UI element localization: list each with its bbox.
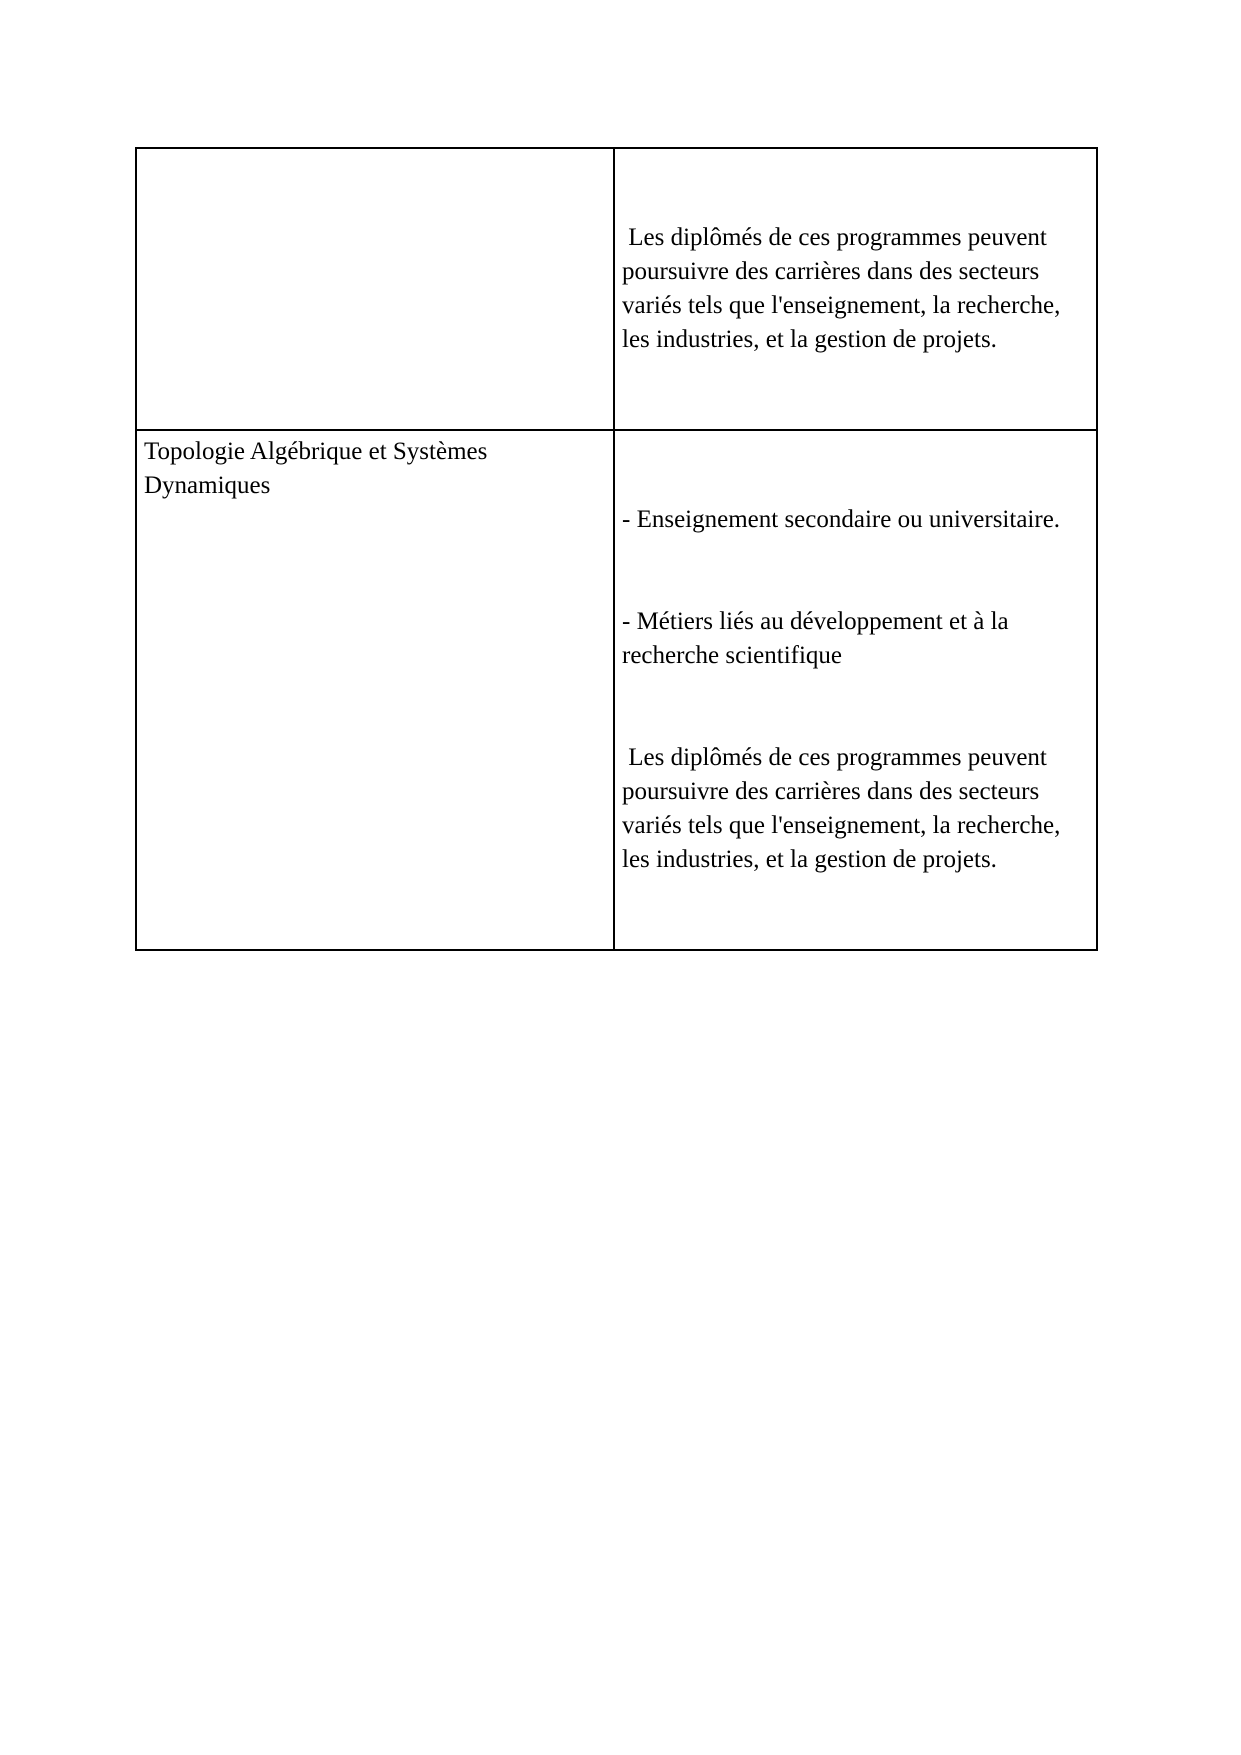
table-row: [136, 430, 1097, 950]
cell-program-name: Topologie Algébrique et Systèmes Dynamiques: [136, 430, 614, 950]
table-row: [136, 148, 1097, 430]
cell-program-name-empty: [136, 148, 614, 430]
programs-careers-table: [135, 147, 1098, 951]
paragraph: - Enseignement secondaire ou universitaire.: [622, 506, 1061, 533]
paragraph: Les diplômés de ces programmes peuvent poursuivre des carrières dans des secteurs variés tels que l'enseignement, la recherche, les industries, et la gestion de projets.: [622, 224, 1067, 353]
cell-career-outlets: [614, 148, 1097, 430]
cell-career-outlets: [614, 430, 1097, 950]
paragraph: Les diplômés de ces programmes peuvent poursuivre des carrières dans des secteurs variés tels que l'enseignement, la recherche, les industries, et la gestion de projets.: [622, 744, 1067, 873]
paragraph: - Métiers liés au développement et à la recherche scientifique: [622, 608, 1015, 669]
